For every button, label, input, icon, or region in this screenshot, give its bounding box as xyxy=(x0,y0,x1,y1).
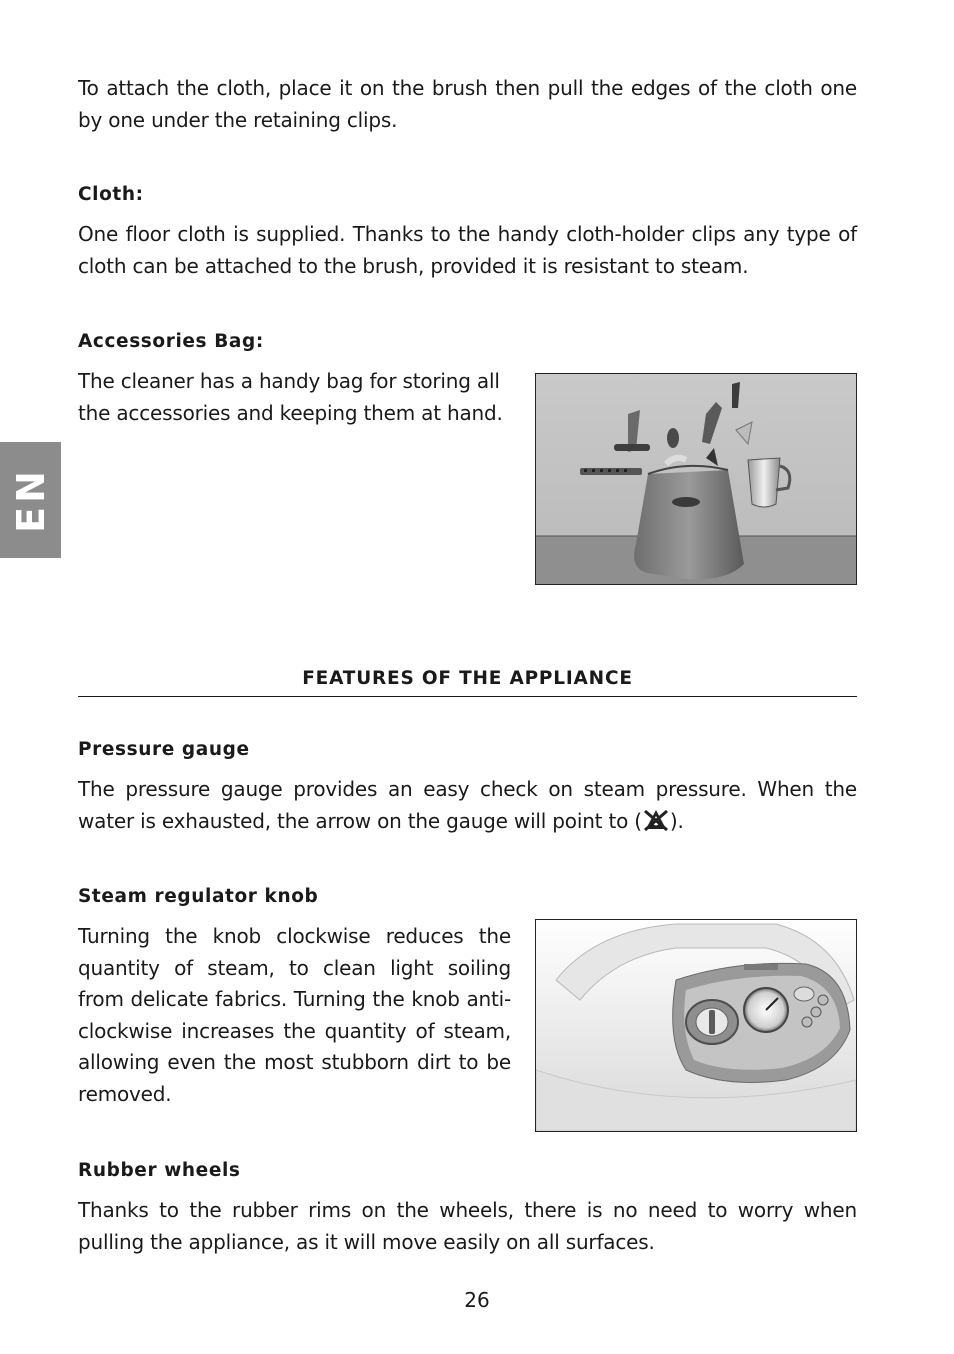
accessories-bag-image xyxy=(536,374,856,584)
cloth-paragraph: One floor cloth is supplied. Thanks to the handy cloth-holder clips any type of cloth can be attached to the brush, provided it is resistant to steam. xyxy=(78,222,857,278)
steam-regulator-heading: Steam regulator knob xyxy=(78,886,319,907)
page-number: 26 xyxy=(464,1288,490,1312)
no-water-icon xyxy=(642,808,670,842)
pressure-gauge-heading: Pressure gauge xyxy=(78,739,250,760)
steam-regulator-paragraph: Turning the knob clockwise reduces the quantity of steam, to clean light soiling from delicate fabrics. Turning the knob anti-clockwise increases the quantity of steam, allowing even the most stubborn dirt to be removed. xyxy=(78,924,511,1106)
intro-paragraph: To attach the cloth, place it on the brush then pull the edges of the cloth one by one under the retaining clips. xyxy=(78,76,857,132)
appliance-control-panel-image xyxy=(536,920,856,1131)
accessories-bag-paragraph: The cleaner has a handy bag for storing all the accessories and keeping them at hand. xyxy=(78,369,503,425)
cloth-heading: Cloth: xyxy=(78,184,144,205)
features-section-title: FEATURES OF THE APPLIANCE xyxy=(302,668,633,689)
accessories-bag-illustration xyxy=(535,373,857,585)
rubber-wheels-paragraph: Thanks to the rubber rims on the wheels, there is no need to worry when pulling the appliance, as it will move easily on all surfaces. xyxy=(78,1198,857,1254)
language-tab xyxy=(0,442,61,558)
accessories-bag-heading: Accessories Bag: xyxy=(78,331,264,352)
pressure-gauge-text-start: The pressure gauge provides an easy check on steam pressure. When the water is exhausted, the arrow on the gauge will point to ( xyxy=(78,777,857,833)
steam-regulator-illustration xyxy=(535,919,857,1132)
rubber-wheels-heading: Rubber wheels xyxy=(78,1160,241,1181)
pressure-gauge-paragraph xyxy=(78,774,857,841)
pressure-gauge-text-end: ). xyxy=(669,808,684,833)
language-tab-label: EN xyxy=(8,467,53,533)
section-divider xyxy=(78,696,857,697)
